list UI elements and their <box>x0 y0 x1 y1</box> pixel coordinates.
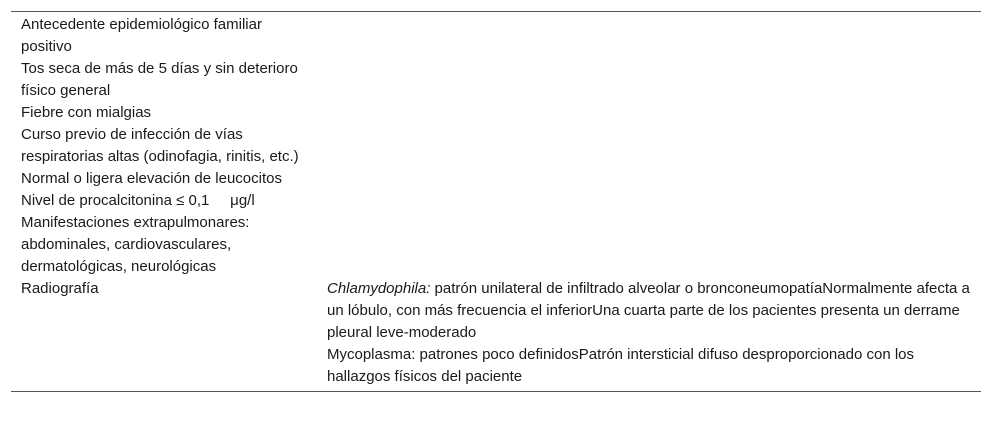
table-row <box>11 212 981 278</box>
radiografia-findings <box>319 278 981 388</box>
row-value <box>319 124 981 168</box>
table-row-radiografia <box>11 278 981 388</box>
row-value <box>319 168 981 190</box>
table-row <box>11 168 981 190</box>
chlamydophila-text: patrón unilateral de infiltrado alveolar o bronconeumopatíaNormalmente afecta a un lóbulo, con más frecuencia el inferiorUna cuarta parte de los pacientes presenta un derrame pleural leve-moderado <box>327 280 970 341</box>
table-row <box>11 58 981 102</box>
chlamydophila-paragraph <box>327 278 981 344</box>
row-value <box>319 190 981 212</box>
row-value <box>319 212 981 278</box>
row-label: Curso previo de infección de vías respiratorias altas (odinofagia, rinitis, etc.) <box>21 126 299 165</box>
mycoplasma-paragraph: Mycoplasma: patrones poco definidosPatrón intersticial difuso desproporcionado con los hallazgos físicos del paciente <box>327 346 914 385</box>
row-label: Manifestaciones extrapulmonares: abdominales, cardiovasculares, dermatológicas, neurológicas <box>21 214 250 275</box>
row-value <box>319 14 981 58</box>
row-label: Antecedente epidemiológico familiar positivo <box>21 16 262 55</box>
table-row <box>11 14 981 58</box>
criteria-table <box>11 11 981 392</box>
radiografia-label: Radiografía <box>21 280 99 297</box>
row-label: Nivel de procalcitonina ≤ 0,1 μg/l <box>21 192 255 209</box>
table-row <box>11 102 981 124</box>
row-value <box>319 58 981 102</box>
table-row <box>11 124 981 168</box>
row-label: Normal o ligera elevación de leucocitos <box>21 170 282 187</box>
chlamydophila-name: Chlamydophila: <box>327 280 431 297</box>
row-value <box>319 102 981 124</box>
row-label: Tos seca de más de 5 días y sin deterioro físico general <box>21 60 298 99</box>
table-row <box>11 190 981 212</box>
row-label: Fiebre con mialgias <box>21 104 152 121</box>
